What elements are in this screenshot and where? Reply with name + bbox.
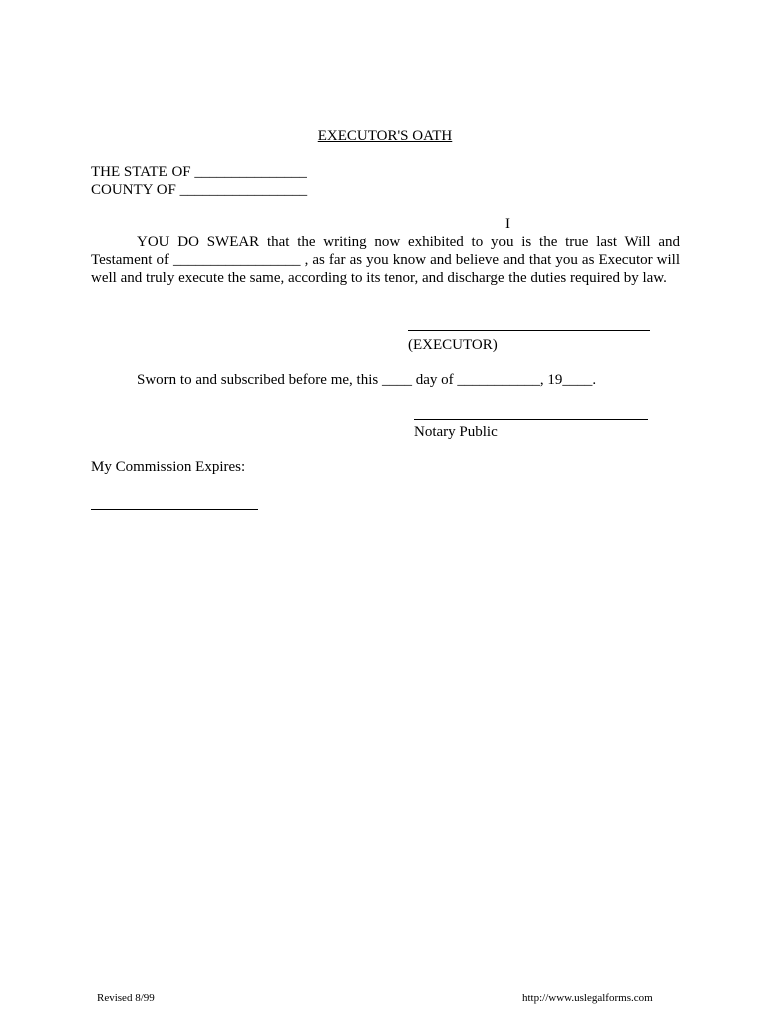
notary-label: Notary Public xyxy=(414,424,498,440)
executor-label: (EXECUTOR) xyxy=(408,337,498,353)
executor-signature-line xyxy=(408,330,650,331)
notary-signature-line xyxy=(414,419,648,420)
footer-url[interactable]: http://www.uslegalforms.com xyxy=(522,992,653,1004)
oath-paragraph: YOU DO SWEAR that the writing now exhibited to you is the true last Will and Testament of _________________ , as far as you know and believe and that you as Executor will well and truly execute the same, according to its tenor, and discharge the duties required by law. xyxy=(91,234,680,286)
footer-revised: Revised 8/99 xyxy=(97,992,155,1004)
commission-expires-line xyxy=(91,509,258,510)
document-title: EXECUTOR'S OATH xyxy=(317,128,453,144)
commission-expires-label: My Commission Expires: xyxy=(91,459,246,475)
sworn-statement: Sworn to and subscribed before me, this ____ day of ___________, 19____. xyxy=(137,372,597,388)
state-line: THE STATE OF _______________ xyxy=(91,164,307,180)
county-line: COUNTY OF _________________ xyxy=(91,182,308,198)
section-marker: I xyxy=(505,216,510,232)
